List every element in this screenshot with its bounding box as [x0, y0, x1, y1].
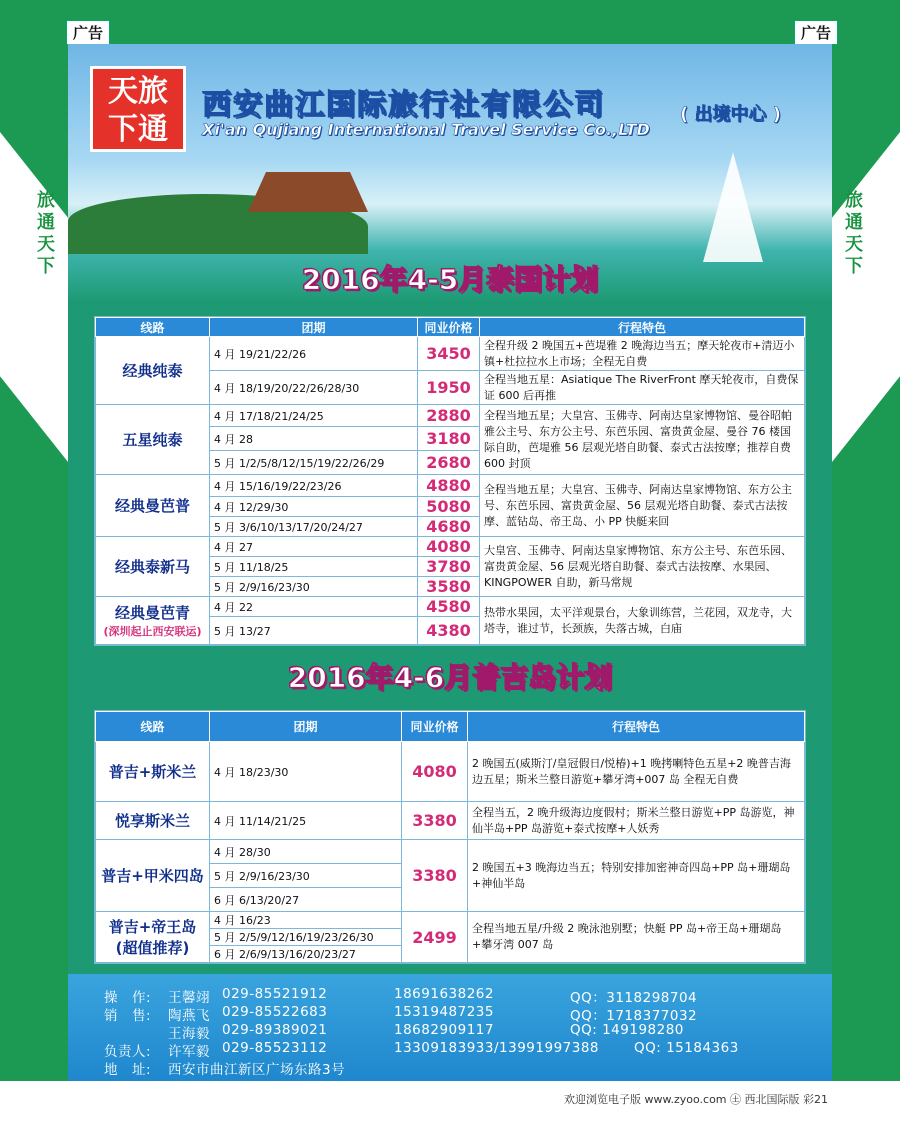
contact-label: 操 作: — [104, 990, 152, 1006]
route-note: (深圳起止西安联运) — [103, 625, 202, 638]
tour-price: 3580 — [418, 577, 480, 597]
contact-qq: QQ: 149198280 — [570, 1022, 684, 1038]
tour-price: 4380 — [418, 617, 480, 645]
contact-name: 王馨翊 — [168, 990, 210, 1006]
tour-price: 3380 — [402, 840, 468, 912]
tour-feature: 2 晚国五(威斯汀/皇冠假日/悦椿)+1 晚拷喇特色五星+2 晚普吉海边五星；斯米兰整日游览+攀牙湾+007 岛 全程无自费 — [468, 742, 805, 802]
thailand-table-wrap — [94, 316, 806, 646]
tour-price: 3380 — [402, 802, 468, 840]
tour-date: 5 月 3/6/10/13/17/20/24/27 — [210, 517, 418, 537]
tour-date: 5 月 2/5/9/12/16/19/23/26/30 — [210, 929, 402, 946]
contact-label: 销 售: — [104, 1008, 152, 1024]
tour-date: 5 月 2/9/16/23/30 — [210, 577, 418, 597]
contact-tel: 029-85522683 — [222, 1004, 328, 1020]
tour-feature: 2 晚国五+3 晚海边当五；特别安排加密神奇四岛+PP 岛+珊瑚岛+神仙半岛 — [468, 840, 805, 912]
ad-tag-left: 广告 — [66, 20, 110, 45]
side-char: 旅 — [845, 190, 863, 211]
company-name-cn: 西安曲江国际旅行社有限公司 — [202, 87, 606, 121]
contact-qq: QQ: 15184363 — [634, 1040, 739, 1056]
tour-date: 6 月 2/6/9/13/16/20/23/27 — [210, 946, 402, 963]
ad-page — [68, 44, 832, 1081]
tour-date: 4 月 28 — [210, 427, 418, 451]
tour-date: 4 月 15/16/19/22/23/26 — [210, 475, 418, 497]
table-row — [96, 475, 805, 497]
tour-price: 3780 — [418, 557, 480, 577]
route-name: 经典纯泰 — [96, 337, 210, 405]
route-name — [96, 597, 210, 645]
phuket-title: 2016年4-6月普吉岛计划 — [287, 661, 613, 694]
table-row — [96, 840, 805, 864]
tour-date: 5 月 13/27 — [210, 617, 418, 645]
contact-name: 陶燕飞 — [168, 1008, 210, 1024]
sailboat-illustration — [703, 152, 763, 262]
tour-feature: 全程当地五星/升级 2 晚泳池别墅；快艇 PP 岛+帝王岛+珊瑚岛+攀牙湾 007 岛 — [468, 912, 805, 963]
side-text-left — [34, 190, 58, 278]
tour-date: 5 月 1/2/5/8/12/15/19/22/26/29 — [210, 451, 418, 475]
table-row — [96, 802, 805, 840]
table-row — [96, 912, 805, 929]
table-row — [96, 597, 805, 617]
contact-qq: QQ：3118298704 — [570, 990, 698, 1006]
tour-feature: 全程当地五星；大皇宫、玉佛寺、阿南达皇家博物馆、曼谷昭帕雅公主号、东方公主号、东芭乐园、富贵黄金屋、曼谷 76 楼国际自助，芭堤雅 56 层观光塔自助餐、泰式古法按摩；推荐自费 600 封顶 — [480, 405, 805, 475]
thailand-title: 2016年4-5月泰国计划 — [301, 263, 599, 296]
contact-label: 负责人: — [104, 1044, 152, 1060]
side-char: 通 — [37, 212, 55, 233]
route-name: 经典泰新马 — [96, 537, 210, 597]
tour-date: 4 月 27 — [210, 537, 418, 557]
contact-tel: 029-89389021 — [222, 1022, 328, 1038]
col-header: 同业价格 — [418, 318, 480, 337]
side-char: 天 — [37, 234, 55, 255]
tour-date: 4 月 17/18/21/24/25 — [210, 405, 418, 427]
side-char: 天 — [845, 234, 863, 255]
tour-price: 5080 — [418, 497, 480, 517]
contact-tel: 029-85523112 — [222, 1040, 328, 1056]
table-row — [96, 742, 805, 802]
phuket-table — [95, 711, 805, 963]
col-header: 同业价格 — [402, 712, 468, 742]
address-text: 西安市曲江新区广场东路3号 — [168, 1062, 346, 1078]
side-char: 下 — [37, 256, 55, 277]
tour-date: 4 月 28/30 — [210, 840, 402, 864]
tour-date: 5 月 11/18/25 — [210, 557, 418, 577]
contact-mobile: 18691638262 — [394, 986, 494, 1002]
tour-price: 4080 — [418, 537, 480, 557]
route-name — [96, 912, 210, 963]
page-bottom-bar — [0, 1081, 900, 1121]
contact-footer — [68, 974, 832, 1081]
contact-qq: QQ：1718377032 — [570, 1008, 698, 1024]
contact-name: 王海毅 — [168, 1026, 210, 1042]
tour-price: 4080 — [402, 742, 468, 802]
tour-price: 3180 — [418, 427, 480, 451]
tour-price: 2880 — [418, 405, 480, 427]
route-name: 悦享斯米兰 — [96, 802, 210, 840]
tour-price: 2499 — [402, 912, 468, 963]
tour-price: 4580 — [418, 597, 480, 617]
tour-date: 4 月 22 — [210, 597, 418, 617]
tour-date: 4 月 12/29/30 — [210, 497, 418, 517]
tour-feature: 全程当五，2 晚升级海边度假村；斯米兰整日游览+PP 岛游览，神仙半岛+PP 岛游览+泰式按摩+人妖秀 — [468, 802, 805, 840]
tour-date: 6 月 6/13/20/27 — [210, 888, 402, 912]
hut-illustration — [248, 172, 368, 212]
tour-feature: 全程当地五星：Asiatique The RiverFront 摩天轮夜市，自费保证 600 后再推 — [480, 371, 805, 405]
route-name: 普吉+斯米兰 — [96, 742, 210, 802]
bottom-caption: 欢迎浏览电子版 www.zyoo.com ㊏ 西北国际版 彩21 — [564, 1093, 828, 1106]
table-row — [96, 337, 805, 371]
contact-mobile: 13309183933/13991997388 — [394, 1040, 600, 1056]
side-char: 通 — [845, 212, 863, 233]
tour-price: 4680 — [418, 517, 480, 537]
col-header: 团期 — [210, 712, 402, 742]
col-header: 行程特色 — [468, 712, 805, 742]
col-header: 团期 — [210, 318, 418, 337]
tour-date: 4 月 16/23 — [210, 912, 402, 929]
col-header: 行程特色 — [480, 318, 805, 337]
route-note: (超值推荐) — [115, 939, 190, 957]
tour-date: 4 月 19/21/22/26 — [210, 337, 418, 371]
tour-feature: 热带水果园，太平洋观景台，大象训练营，兰花园，双龙寺，大塔寺，谁过节，长颈族，失落古城，白庙 — [480, 597, 805, 645]
department-label: ( 出境中心 ) — [680, 104, 781, 125]
thailand-table — [95, 317, 805, 645]
company-logo: 天旅 下通 — [90, 66, 186, 152]
route-title: 经典曼芭青 — [114, 604, 190, 622]
side-text-right — [842, 190, 866, 278]
contact-mobile: 18682909117 — [394, 1022, 494, 1038]
phuket-table-wrap — [94, 710, 806, 964]
tour-feature: 大皇宫、玉佛寺、阿南达皇家博物馆、东方公主号、东芭乐园、富贵黄金屋、56 层观光塔自助餐、泰式古法按摩、水果园、KINGPOWER 自助，新马常规 — [480, 537, 805, 597]
route-title: 普吉+帝王岛 — [108, 918, 197, 936]
tour-date: 4 月 11/14/21/25 — [210, 802, 402, 840]
tour-date: 4 月 18/23/30 — [210, 742, 402, 802]
ad-tag-right: 广告 — [794, 20, 838, 45]
route-name: 普吉+甲米四岛 — [96, 840, 210, 912]
tour-price: 1950 — [418, 371, 480, 405]
route-name: 五星纯泰 — [96, 405, 210, 475]
table-row — [96, 537, 805, 557]
side-char: 旅 — [37, 190, 55, 211]
tour-price: 2680 — [418, 451, 480, 475]
col-header: 线路 — [96, 712, 210, 742]
contact-tel: 029-85521912 — [222, 986, 328, 1002]
address-label: 地 址: — [104, 1062, 152, 1078]
contact-mobile: 15319487235 — [394, 1004, 494, 1020]
side-char: 下 — [845, 256, 863, 277]
route-name: 经典曼芭普 — [96, 475, 210, 537]
tour-date: 4 月 18/19/20/22/26/28/30 — [210, 371, 418, 405]
company-name-en: Xi'an Qujiang International Travel Service Co.,LTD — [202, 120, 650, 139]
contact-name: 许军毅 — [168, 1044, 210, 1060]
table-row — [96, 405, 805, 427]
col-header: 线路 — [96, 318, 210, 337]
tour-price: 3450 — [418, 337, 480, 371]
tour-date: 5 月 2/9/16/23/30 — [210, 864, 402, 888]
tour-feature: 全程升级 2 晚国五+芭堤雅 2 晚海边当五；摩天轮夜市+清迈小镇+杜拉拉水上市场；全程无自费 — [480, 337, 805, 371]
tour-price: 4880 — [418, 475, 480, 497]
tour-feature: 全程当地五星；大皇宫、玉佛寺、阿南达皇家博物馆、东方公主号、东芭乐园、富贵黄金屋、56 层观光塔自助餐、泰式古法按摩、蓝钻岛、帝王岛、小 PP 快艇来回 — [480, 475, 805, 537]
